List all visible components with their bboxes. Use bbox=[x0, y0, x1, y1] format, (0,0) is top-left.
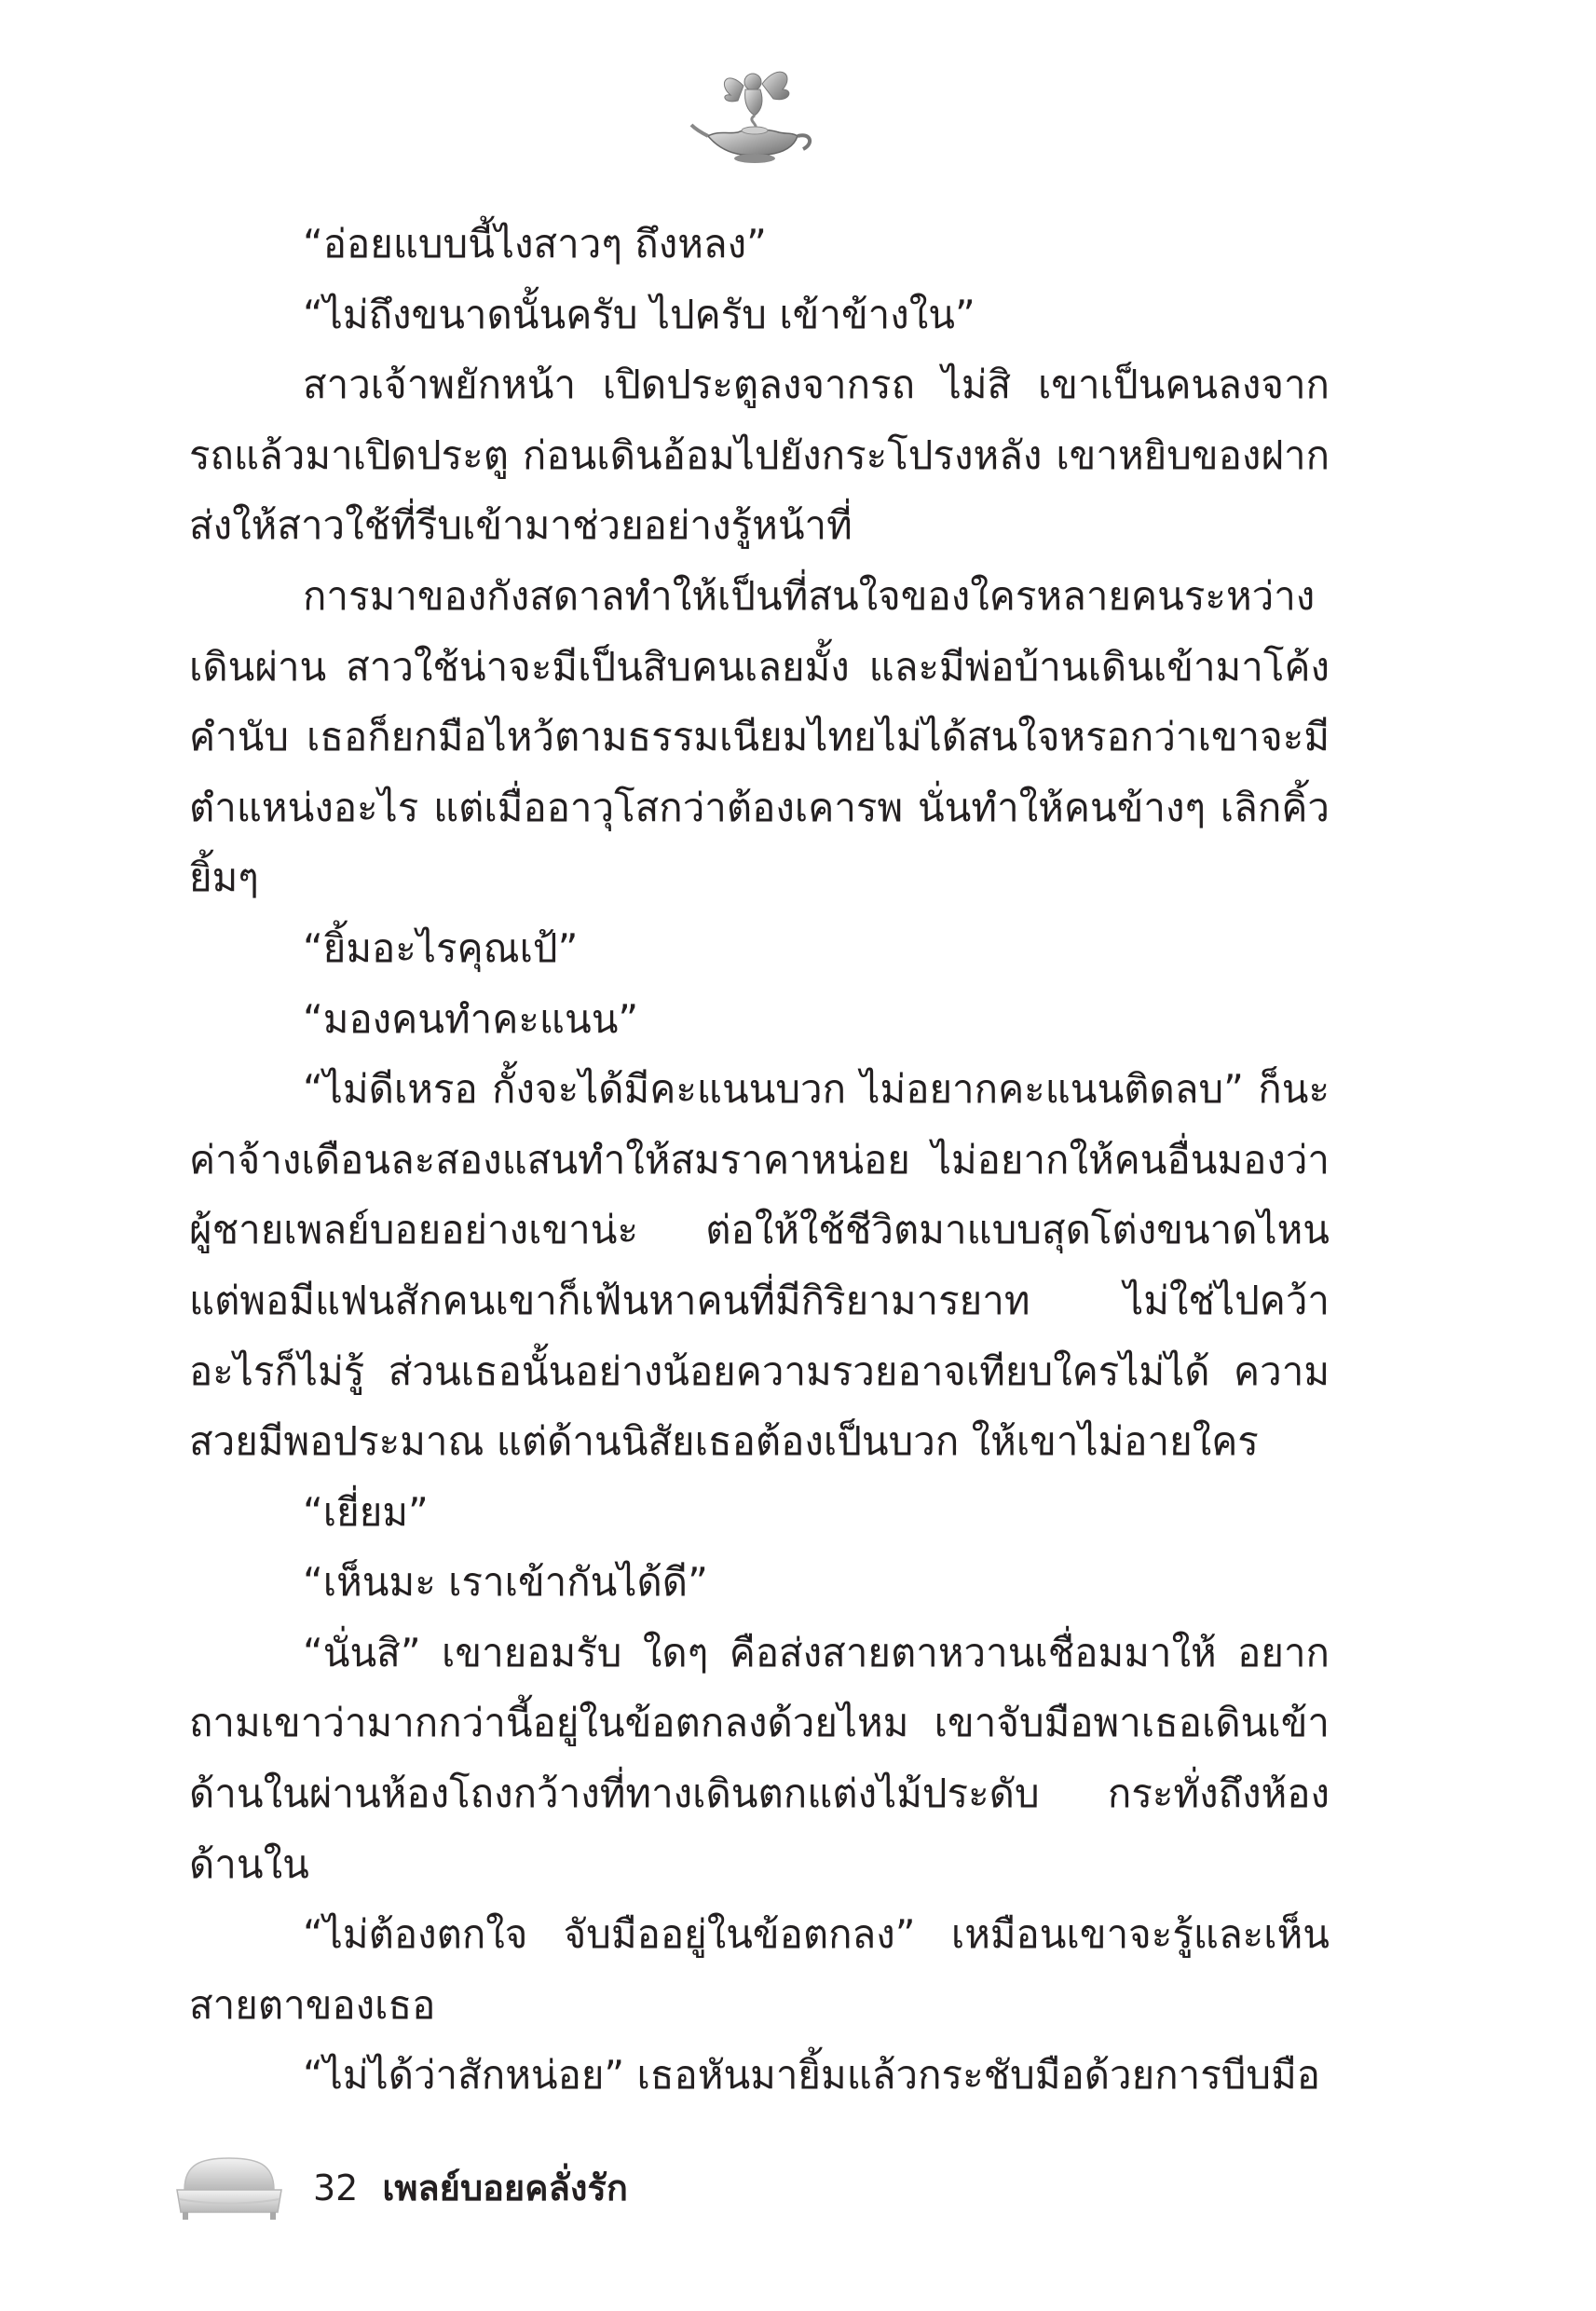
body-text bbox=[189, 209, 1330, 2111]
paragraph: “เห็นมะ เราเข้ากันได้ดี” bbox=[303, 1559, 708, 1606]
paragraph: “อ่อยแบบนี้ไงสาวๆ ถึงหลง” bbox=[303, 221, 767, 267]
paragraph: “มองคนทำคะแนน” bbox=[303, 995, 639, 1042]
paragraph: “ไม่ต้องตกใจ จับมืออยู่ในข้อตกลง” เหมือนเขาจะรู้และเห็นสายตาของเธอ bbox=[189, 1911, 1330, 2028]
paragraph: “ไม่ได้ว่าสักหน่อย” เธอหันมายิ้มแล้วกระชับมือด้วยการบีบมือ bbox=[303, 2052, 1320, 2099]
footer-text bbox=[313, 2166, 628, 2210]
book-title: เพลย์บอยคลั่งรัก bbox=[382, 2167, 628, 2208]
paragraph: “เยี่ยม” bbox=[303, 1488, 429, 1535]
paragraph: “ไม่ดีเหรอ กั้งจะได้มีคะแนนบวก ไม่อยากคะแนนติดลบ” ก็นะค่าจ้างเดือนละสองแสนทำให้สมราคาหน่อย ไม่อยากให้คนอื่นมองว่าผู้ชายเพลย์บอยอย่างเขาน่ะ ต่อให้ใช้ชีวิตมาแบบสุดโต่งขนาดไหน แต่พอมีแฟนสักคนเขาก็เฟ้นหาคนที่มีกิริยามารยาท ไม่ใช่ไปคว้าอะไรก็ไม่รู้ ส่วนเธอนั้นอย่างน้อยความรวยอาจเทียบใครไม่ได้ ความสวยมีพอประมาณ แต่ด้านนิสัยเธอต้องเป็นบวก ให้เขาไม่อายใคร bbox=[189, 1066, 1330, 1465]
page-number: 32 bbox=[313, 2167, 359, 2208]
paragraph: การมาของกังสดาลทำให้เป็นที่สนใจของใครหลายคนระหว่างเดินผ่าน สาวใช้น่าจะมีเป็นสิบคนเลยมั้ง และมีพ่อบ้านเดินเข้ามาโค้งคำนับ เธอก็ยกมือไหว้ตามธรรมเนียมไทยไม่ได้สนใจหรอกว่าเขาจะมีตำแหน่งอะไร แต่เมื่ออาวุโสกว่าต้องเคารพ นั่นทำให้คนข้างๆ เลิกคิ้วยิ้มๆ bbox=[189, 572, 1330, 901]
paragraph: “ไม่ถึงขนาดนั้นครับ ไปครับ เข้าข้างใน” bbox=[303, 291, 975, 337]
bed-icon bbox=[173, 2153, 285, 2223]
paragraph: สาวเจ้าพยักหน้า เปิดประตูลงจากรถ ไม่สิ เขาเป็นคนลงจากรถแล้วมาเปิดประตู ก่อนเดินอ้อมไปยังกระโปรงหลัง เขาหยิบของฝากส่งให้สาวใช้ที่รีบเข้ามาช่วยอย่างรู้หน้าที่ bbox=[189, 362, 1330, 549]
paragraph: “ยิ้มอะไรคุณเป้” bbox=[303, 924, 579, 971]
genie-lamp-icon bbox=[689, 58, 820, 170]
page-footer bbox=[173, 2153, 825, 2223]
paragraph: “นั่นสิ” เขายอมรับ ใดๆ คือส่งสายตาหวานเชื่อมมาให้ อยากถามเขาว่ามากกว่านี้อยู่ในข้อตกลงด้วยไหม เขาจับมือพาเธอเดินเข้าด้านในผ่านห้องโถงกว้างที่ทางเดินตกแต่งไม้ประดับ กระทั่งถึงห้องด้านใน bbox=[189, 1629, 1330, 1887]
